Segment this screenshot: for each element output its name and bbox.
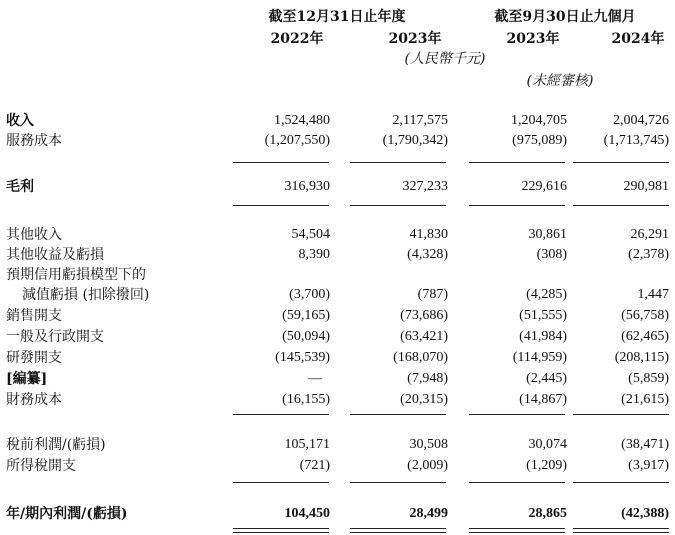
- divider: [233, 162, 329, 163]
- row-income-tax: [0, 457, 675, 475]
- divider: [350, 482, 446, 483]
- row-profit-for-period: [0, 505, 675, 523]
- cell: (14,867): [519, 392, 567, 407]
- cell: (145,539): [275, 350, 330, 365]
- row-label: 研發開支: [6, 350, 62, 366]
- row-other-gains-losses: [0, 246, 675, 264]
- cell: (42,388): [621, 506, 669, 521]
- cell: (4,328): [407, 247, 448, 262]
- cell: (73,686): [400, 308, 448, 323]
- cell: (51,555): [519, 308, 567, 323]
- cell: (41,984): [519, 329, 567, 344]
- cell: (1,209): [526, 458, 567, 473]
- row-label: 銷售開支: [6, 308, 62, 324]
- cell: 2,117,575: [392, 113, 448, 128]
- divider: [350, 205, 446, 206]
- cell: 41,830: [409, 227, 448, 242]
- cell: 316,930: [284, 179, 330, 194]
- row-label: [編纂]: [6, 371, 48, 387]
- row-label: 服務成本: [6, 133, 62, 149]
- divider: [233, 414, 329, 415]
- cell: (2,009): [407, 458, 448, 473]
- cell: 327,233: [402, 179, 448, 194]
- cell: (59,165): [282, 308, 330, 323]
- cell: (2,378): [628, 247, 669, 262]
- cell: (56,758): [621, 308, 669, 323]
- cell: 28,865: [528, 506, 567, 521]
- cell: (50,094): [282, 329, 330, 344]
- cell: (16,155): [282, 392, 330, 407]
- row-gross-profit: [0, 178, 675, 196]
- cell: 30,508: [409, 437, 448, 452]
- cell: (1,713,745): [603, 133, 669, 148]
- cell: (3,917): [628, 458, 669, 473]
- divider: [233, 482, 329, 483]
- double-underline: [469, 528, 565, 533]
- cell: (975,089): [512, 133, 567, 148]
- row-ecl-heading: [0, 266, 675, 284]
- row-label: 稅前利潤/(虧損): [6, 437, 106, 453]
- row-admin-expenses: [0, 328, 675, 346]
- double-underline: [233, 528, 329, 533]
- header-year-2023-nine-months: 2023年: [506, 31, 560, 47]
- cell: (1,207,550): [264, 133, 330, 148]
- double-underline: [573, 528, 669, 533]
- cell: (787): [417, 287, 448, 302]
- cell: 54,504: [291, 227, 330, 242]
- header-group-nine-months: 截至9月30日止九個月: [494, 9, 636, 25]
- row-impairment-losses: [0, 286, 675, 304]
- row-revenue: [0, 112, 675, 130]
- cell: (21,615): [621, 392, 669, 407]
- divider: [469, 414, 565, 415]
- cell: 105,171: [284, 437, 330, 452]
- header-group-annual: 截至12月31日止年度: [268, 9, 406, 25]
- cell: 30,861: [528, 227, 567, 242]
- row-label: 毛利: [6, 179, 34, 195]
- header-year-2024-nine-months: 2024年: [611, 31, 665, 47]
- cell: 1,524,480: [274, 113, 330, 128]
- row-label: 所得稅開支: [6, 458, 76, 474]
- row-finance-costs: [0, 391, 675, 409]
- cell: (2,445): [526, 371, 567, 386]
- unit-label: (人民幣千元): [404, 51, 486, 67]
- row-label: 一般及行政開支: [6, 329, 104, 345]
- cell: (308): [536, 247, 567, 262]
- row-label: 其他收益及虧損: [6, 247, 104, 263]
- cell: 26,291: [630, 227, 669, 242]
- row-label: 預期信用虧損模型下的: [6, 267, 146, 283]
- cell: (4,285): [526, 287, 567, 302]
- cell: 2,004,726: [613, 113, 669, 128]
- row-selling-expenses: [0, 307, 675, 325]
- cell: (1,790,342): [382, 133, 448, 148]
- divider: [573, 482, 669, 483]
- cell: (38,471): [621, 437, 669, 452]
- divider: [573, 162, 669, 163]
- cell: (168,070): [393, 350, 448, 365]
- cell: (721): [299, 458, 330, 473]
- header-year-2022: 2022年: [270, 31, 324, 47]
- cell: (7,948): [407, 371, 448, 386]
- row-profit-before-tax: [0, 436, 675, 454]
- cell: 1,204,705: [511, 113, 567, 128]
- cell: 28,499: [409, 506, 448, 521]
- unaudited-label: (未經審核): [526, 73, 594, 89]
- cell: (20,315): [400, 392, 448, 407]
- row-rd-expenses: [0, 349, 675, 367]
- divider: [469, 205, 565, 206]
- row-cost-of-services: [0, 132, 675, 150]
- cell: 8,390: [298, 247, 330, 262]
- cell: (5,859): [628, 371, 669, 386]
- divider: [233, 205, 329, 206]
- row-label: 年/期內利潤/(虧損): [6, 506, 128, 522]
- divider: [573, 414, 669, 415]
- divider: [350, 414, 446, 415]
- cell: (62,465): [621, 329, 669, 344]
- divider: [573, 205, 669, 206]
- cell: 30,074: [528, 437, 567, 452]
- cell: 290,981: [623, 179, 669, 194]
- row-label: 收入: [6, 113, 34, 129]
- divider: [350, 162, 446, 163]
- row-label: 財務成本: [6, 392, 62, 408]
- divider: [469, 482, 565, 483]
- divider: [469, 162, 565, 163]
- cell: —: [308, 371, 322, 386]
- header-year-2023: 2023年: [388, 31, 442, 47]
- row-redacted: [0, 370, 675, 388]
- cell: 1,447: [637, 287, 669, 302]
- row-label: 減值虧損 (扣除撥回): [22, 287, 150, 303]
- cell: 104,450: [284, 506, 330, 521]
- cell: (114,959): [512, 350, 567, 365]
- cell: (63,421): [400, 329, 448, 344]
- cell: (208,115): [614, 350, 669, 365]
- cell: (3,700): [289, 287, 330, 302]
- row-other-income: [0, 226, 675, 244]
- cell: 229,616: [521, 179, 567, 194]
- double-underline: [350, 528, 446, 533]
- row-label: 其他收入: [6, 227, 62, 243]
